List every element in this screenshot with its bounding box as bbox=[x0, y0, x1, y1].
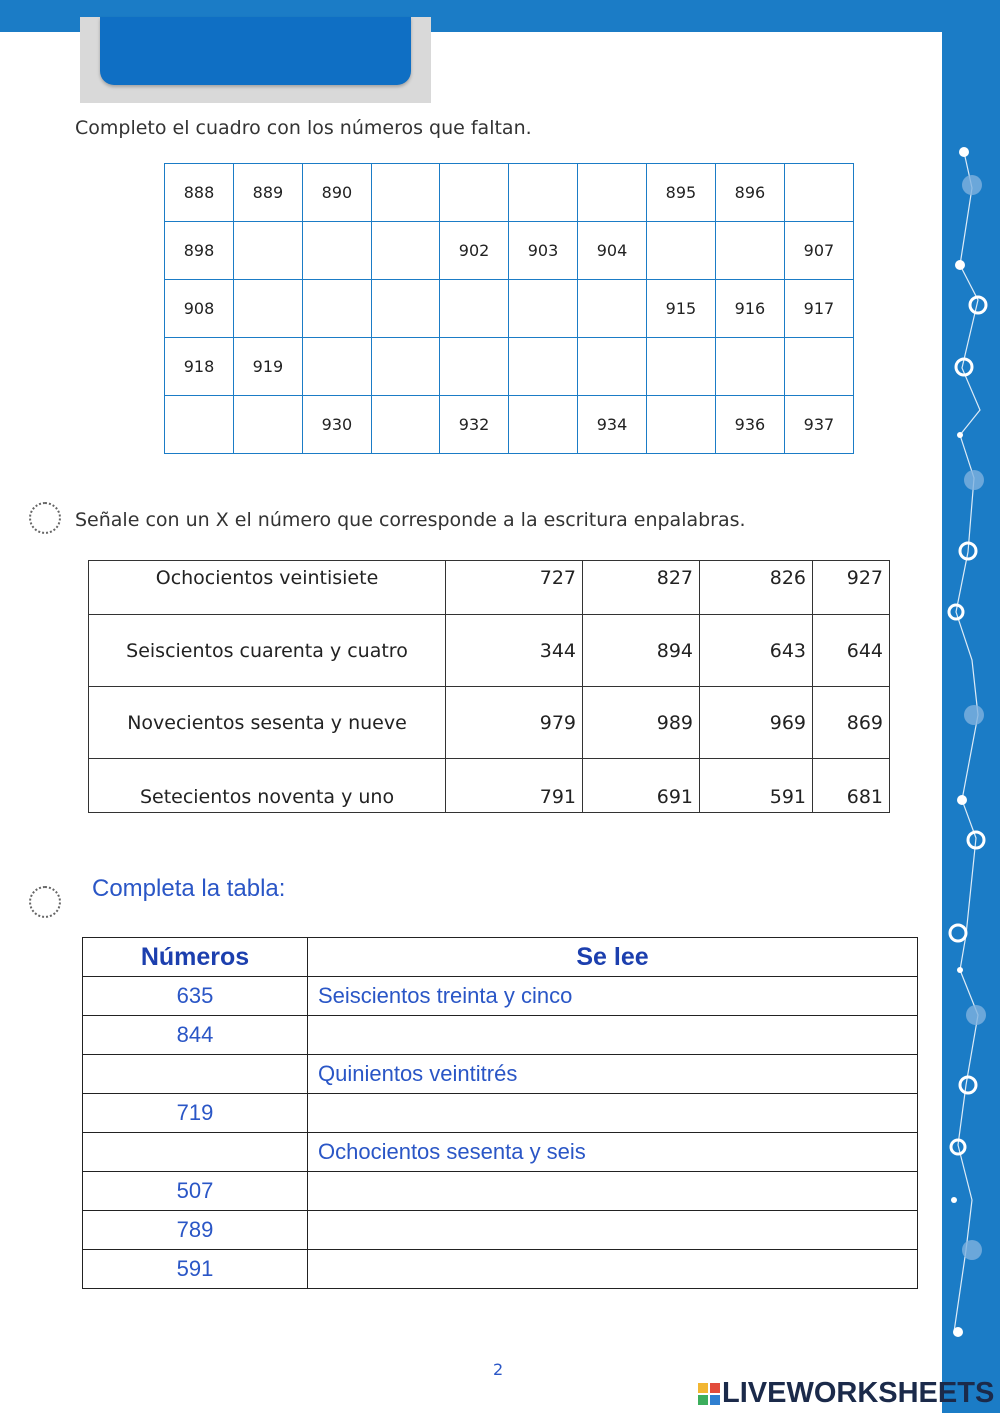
number-input-cell[interactable] bbox=[83, 1133, 308, 1172]
grid-row bbox=[165, 222, 854, 280]
grid-cell-empty[interactable] bbox=[302, 280, 371, 338]
grid-cell: 904 bbox=[578, 222, 647, 280]
grid-cell: 915 bbox=[646, 280, 715, 338]
section3-instruction: Completa la tabla: bbox=[92, 875, 286, 902]
grid-cell: 936 bbox=[715, 396, 784, 454]
grid-cell: 908 bbox=[165, 280, 234, 338]
table-row bbox=[83, 1250, 918, 1289]
page-number: 2 bbox=[493, 1360, 504, 1379]
logo-text: LIVEWORKSHEETS bbox=[722, 1377, 995, 1409]
grid-cell-empty[interactable] bbox=[165, 396, 234, 454]
grid-row bbox=[165, 338, 854, 396]
constellation-decoration bbox=[942, 0, 1000, 1413]
reading-cell: Quinientos veintitrés bbox=[308, 1055, 918, 1094]
number-cell: 635 bbox=[83, 977, 308, 1016]
complete-table bbox=[82, 937, 918, 1289]
reading-input-cell[interactable] bbox=[308, 1094, 918, 1133]
table-row bbox=[83, 1211, 918, 1250]
words-cell: Ochocientos veintisiete bbox=[89, 561, 446, 615]
grid-cell-empty[interactable] bbox=[233, 222, 302, 280]
header-se-lee: Se lee bbox=[308, 938, 918, 977]
grid-cell: 934 bbox=[578, 396, 647, 454]
grid-row bbox=[165, 164, 854, 222]
grid-cell-empty[interactable] bbox=[578, 164, 647, 222]
grid-cell-empty[interactable] bbox=[371, 338, 439, 396]
words-row bbox=[89, 615, 890, 687]
number-option[interactable]: 591 bbox=[700, 759, 813, 813]
grid-cell-empty[interactable] bbox=[440, 338, 509, 396]
section1-instruction: Completo el cuadro con los números que faltan. bbox=[75, 117, 532, 139]
reading-input-cell[interactable] bbox=[308, 1172, 918, 1211]
grid-cell-empty[interactable] bbox=[784, 338, 853, 396]
number-cell: 719 bbox=[83, 1094, 308, 1133]
grid-cell-empty[interactable] bbox=[440, 280, 509, 338]
grid-cell: 937 bbox=[784, 396, 853, 454]
grid-cell: 898 bbox=[165, 222, 234, 280]
grid-cell: 896 bbox=[715, 164, 784, 222]
table-row bbox=[83, 1055, 918, 1094]
grid-cell-empty[interactable] bbox=[578, 280, 647, 338]
number-cell: 507 bbox=[83, 1172, 308, 1211]
grid-cell: 907 bbox=[784, 222, 853, 280]
words-cell: Seiscientos cuarenta y cuatro bbox=[89, 615, 446, 687]
grid-cell-empty[interactable] bbox=[371, 222, 439, 280]
grid-cell-empty[interactable] bbox=[371, 164, 439, 222]
grid-cell-empty[interactable] bbox=[371, 280, 439, 338]
number-option[interactable]: 681 bbox=[813, 759, 890, 813]
table-row bbox=[83, 1016, 918, 1055]
reading-input-cell[interactable] bbox=[308, 1211, 918, 1250]
grid-cell: 918 bbox=[165, 338, 234, 396]
reading-input-cell[interactable] bbox=[308, 1250, 918, 1289]
grid-cell: 916 bbox=[715, 280, 784, 338]
words-cell: Setecientos noventa y uno bbox=[89, 759, 446, 813]
number-option[interactable]: 827 bbox=[583, 561, 700, 615]
number-cell: 789 bbox=[83, 1211, 308, 1250]
reading-cell: Seiscientos treinta y cinco bbox=[308, 977, 918, 1016]
grid-row bbox=[165, 396, 854, 454]
side-bar bbox=[942, 0, 1000, 1413]
logo-squares-icon bbox=[698, 1383, 720, 1405]
grid-cell-empty[interactable] bbox=[715, 222, 784, 280]
words-row bbox=[89, 687, 890, 759]
grid-cell-empty[interactable] bbox=[509, 164, 578, 222]
number-cell: 844 bbox=[83, 1016, 308, 1055]
missing-numbers-grid bbox=[164, 163, 854, 454]
dotted-circle-icon bbox=[29, 502, 61, 534]
grid-cell-empty[interactable] bbox=[509, 280, 578, 338]
table-row bbox=[83, 977, 918, 1016]
dotted-circle-icon bbox=[29, 886, 61, 918]
grid-cell-empty[interactable] bbox=[578, 338, 647, 396]
words-cell: Novecientos sesenta y nueve bbox=[89, 687, 446, 759]
section2-instruction: Señale con un X el número que corresponde a la escritura enpalabras. bbox=[75, 509, 746, 531]
words-row bbox=[89, 561, 890, 615]
grid-cell-empty[interactable] bbox=[302, 338, 371, 396]
number-option[interactable]: 869 bbox=[813, 687, 890, 759]
grid-cell-empty[interactable] bbox=[302, 222, 371, 280]
grid-cell: 903 bbox=[509, 222, 578, 280]
grid-cell-empty[interactable] bbox=[715, 338, 784, 396]
grid-cell-empty[interactable] bbox=[371, 396, 439, 454]
grid-cell-empty[interactable] bbox=[233, 280, 302, 338]
table-row bbox=[83, 1172, 918, 1211]
number-option[interactable]: 691 bbox=[583, 759, 700, 813]
number-option[interactable]: 344 bbox=[446, 615, 583, 687]
number-option[interactable]: 727 bbox=[446, 561, 583, 615]
table-header-row bbox=[83, 938, 918, 977]
header-numeros: Números bbox=[83, 938, 308, 977]
number-cell: 591 bbox=[83, 1250, 308, 1289]
grid-cell: 919 bbox=[233, 338, 302, 396]
table-row bbox=[83, 1094, 918, 1133]
number-option[interactable]: 894 bbox=[583, 615, 700, 687]
number-option[interactable]: 989 bbox=[583, 687, 700, 759]
grid-cell-empty[interactable] bbox=[509, 396, 578, 454]
number-option[interactable]: 969 bbox=[700, 687, 813, 759]
grid-cell: 888 bbox=[165, 164, 234, 222]
number-option[interactable]: 644 bbox=[813, 615, 890, 687]
grid-cell-empty[interactable] bbox=[646, 396, 715, 454]
liveworksheets-logo bbox=[698, 1377, 994, 1410]
grid-cell: 917 bbox=[784, 280, 853, 338]
grid-cell-empty[interactable] bbox=[440, 164, 509, 222]
number-option[interactable]: 791 bbox=[446, 759, 583, 813]
number-option[interactable]: 979 bbox=[446, 687, 583, 759]
grid-cell-empty[interactable] bbox=[784, 164, 853, 222]
grid-cell: 895 bbox=[646, 164, 715, 222]
grid-row bbox=[165, 280, 854, 338]
header-tab bbox=[100, 17, 411, 85]
words-to-number-table bbox=[88, 560, 890, 813]
number-option[interactable]: 927 bbox=[813, 561, 890, 615]
reading-cell: Ochocientos sesenta y seis bbox=[308, 1133, 918, 1172]
grid-cell-empty[interactable] bbox=[509, 338, 578, 396]
grid-cell: 890 bbox=[302, 164, 371, 222]
grid-cell-empty[interactable] bbox=[646, 222, 715, 280]
grid-cell: 932 bbox=[440, 396, 509, 454]
number-input-cell[interactable] bbox=[83, 1055, 308, 1094]
number-option[interactable]: 826 bbox=[700, 561, 813, 615]
grid-cell: 930 bbox=[302, 396, 371, 454]
words-row bbox=[89, 759, 890, 813]
grid-cell: 889 bbox=[233, 164, 302, 222]
table-row bbox=[83, 1133, 918, 1172]
grid-cell-empty[interactable] bbox=[233, 396, 302, 454]
grid-cell: 902 bbox=[440, 222, 509, 280]
reading-input-cell[interactable] bbox=[308, 1016, 918, 1055]
grid-cell-empty[interactable] bbox=[646, 338, 715, 396]
number-option[interactable]: 643 bbox=[700, 615, 813, 687]
